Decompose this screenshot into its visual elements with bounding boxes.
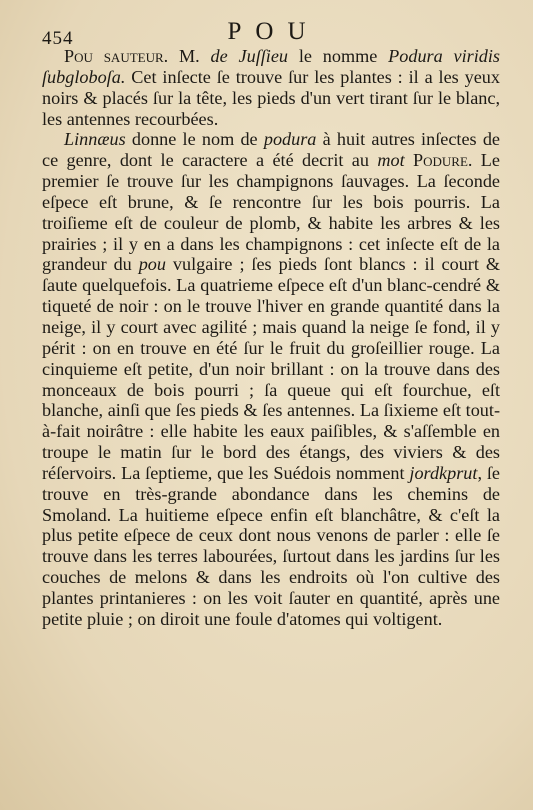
italic-text: Linnæus [64,129,126,150]
text-segment: le nomme [288,46,389,66]
text-segment: à huit autres inſectes de ce genre, dont le caractere a été decrit au [42,129,500,171]
paragraph-pou-sauteur [42,46,500,129]
paragraph-linnaeus [42,129,500,629]
italic-text: podura [263,129,317,150]
text-segment: vulgaire ; ſes pieds ſont blancs : il court & ſaute quelquefois. La quatrieme eſpece eſt d'un blanc-cendré & tiqueté de noir : on le trouve l'hiver en grande quantité dans la neige, il y court avec agilité ; mais quand la neige ſe fond, il y périt : on en trouve en été ſur le fruit du groſeillier rouge. La cinquieme eſt petite, d'un noir brillant : on la trouve dans des monceaux de bois pourri ; ſa queue qui eſt fourchue, eſt blanche, ainſi que ſes pieds & ſes antennes. La ſixieme eſt tout-à-fait noirâtre : elle habite les eaux paiſibles, & s'aſſemble en troupe le matin ſur le bord des étangs, des viviers & des réſervoirs. La ſeptieme, que les Suédois nomment [42,254,501,483]
text-segment: M. [168,46,211,66]
page-header [0,18,533,48]
page-number: 454 [42,28,74,49]
entry-heading: Pou sauteur. [64,46,169,66]
italic-text: jordkprut [409,462,478,483]
page-body [42,46,500,630]
italic-text: pou [138,254,166,275]
text-segment: Cet inſecte ſe trouve ſur les plantes : il a les yeux noirs & placés ſur la tête, les pieds d'un vert tirant ſur le blanc, les antennes recourbées. [42,66,500,129]
italic-text: mot [377,150,405,171]
text-segment: , ſe trouve en très-grande abondance dans les chemins de Smoland. La huitieme eſpece enfin eſt blanchâtre, & c'eſt la plus petite eſpece de ceux dont nous venons de parler : elle ſe trouve dans les terres labourées, ſurtout dans les jardins ſur les couches de melons & dans les endroits où l'on cultive des plantes printanieres : on les voit ſauter en quantité, après une petite pluie ; on diroit une foule d'atomes qui voltigent. [42,462,500,629]
text-segment: . Le premier ſe trouve ſur les champignons ſauvages. La ſeconde eſpece eſt brune, & ſe rencontre ſur les bois pourris. La troiſieme eſt de couleur de plomb, & habite les arbres & les prairies ; il y en a dans les champignons : cet inſecte eſt de la grandeur du [42,150,500,275]
italic-text: Podura viridis ſubgloboſa. [42,46,500,87]
running-title: POU [227,18,320,45]
italic-text: de Juſſieu [210,46,289,66]
text-segment: donne le nom de [125,129,264,150]
text-segment: Podure [404,150,468,171]
